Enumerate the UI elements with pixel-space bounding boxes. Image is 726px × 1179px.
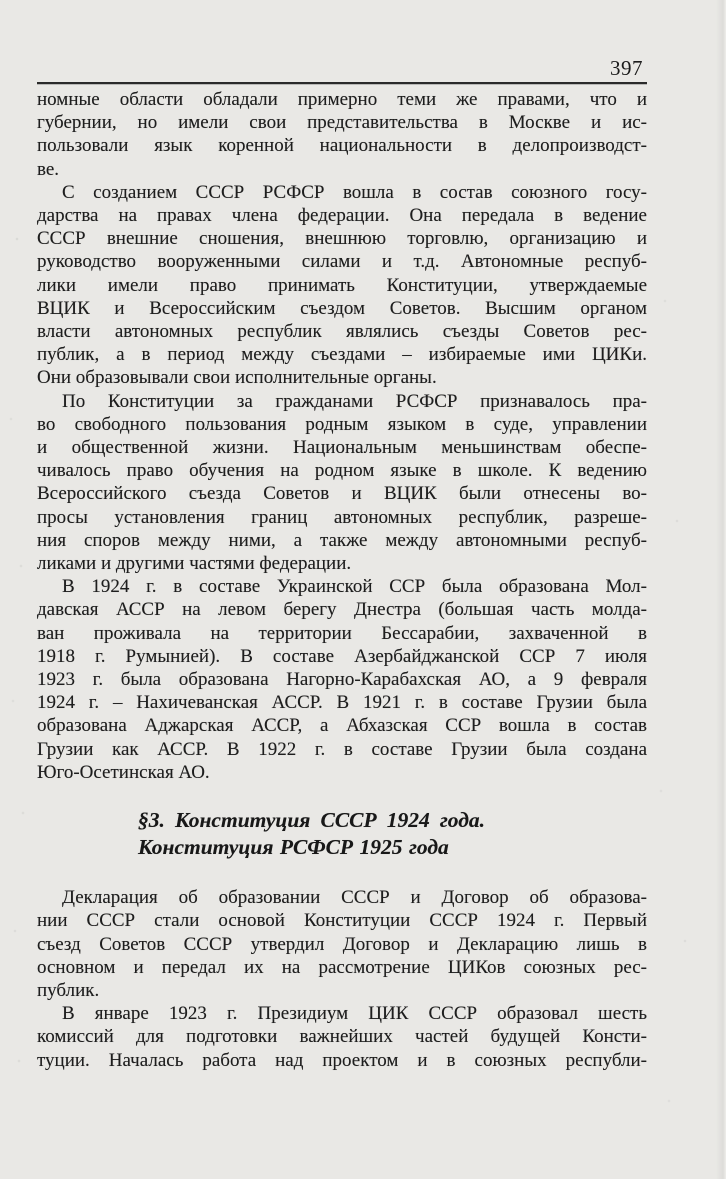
paragraph [37, 181, 647, 390]
text-line: пользовали язык коренной национальности в делопроизводст- [37, 135, 647, 157]
paragraph [37, 575, 647, 784]
text-line: дарства на правах члена федерации. Она передала в ведение [37, 205, 647, 227]
text-line: Юго-Осетинская АО. [37, 761, 210, 783]
text-line: С созданием СССР РСФСР вошла в состав союзного госу- [62, 181, 647, 203]
text-line: образована Аджарская АССР, а Абхазская ССР вошла в состав [37, 715, 647, 737]
text-line: основном и передал их на рассмотрение ЦИКов союзных рес- [37, 956, 647, 978]
text-line: нии СССР стали основой Конституции СССР 1924 г. Первый [37, 910, 647, 932]
text-line: Декларация об образовании СССР и Договор об образова- [62, 887, 647, 909]
text-line: давская АССР на левом берегу Днестра (большая часть молда- [37, 599, 647, 621]
text-line: Они образовывали свои исполнительные органы. [37, 367, 437, 389]
text-line: публик, а в период между съездами – избираемые ими ЦИКи. [37, 344, 647, 366]
header-rule [37, 82, 647, 84]
text-line: 1924 г. – Нахичеванская АССР. В 1921 г. в составе Грузии была [37, 692, 647, 714]
text-line: во свободного пользования родным языком в суде, управлении [37, 413, 647, 435]
text-line: В 1924 г. в составе Украинской ССР была образована Мол- [62, 576, 647, 598]
scan-artifacts [0, 0, 2, 2]
text-line: ния споров между ними, а также между автономными респуб- [37, 529, 647, 551]
text-line: власти автономных республик являлись съезды Советов рес- [37, 321, 647, 343]
text-line: публик. [37, 979, 100, 1001]
text-line: номные области обладали примерно теми же правами, что и [37, 89, 647, 110]
paragraph [37, 1002, 647, 1072]
text-line: комиссий для подготовки важнейших частей будущей Консти- [37, 1026, 647, 1048]
text-line: и общественной жизни. Национальным меньшинствам обеспе- [37, 437, 647, 459]
page-number: 397 [610, 56, 643, 80]
text-column [37, 56, 647, 1072]
text-line: По Конституции за гражданами РСФСР признавалось пра- [62, 390, 647, 412]
text-line: Грузии как АССР. В 1922 г. в составе Грузии была создана [37, 738, 647, 760]
section-heading [138, 807, 647, 861]
text-line: ликами и другими частями федерации. [37, 553, 352, 575]
heading-line: Конституция РСФСР 1925 года [138, 835, 449, 860]
paragraph [37, 390, 647, 576]
text-line: туции. Началась работа над проектом и в союзных республи- [37, 1049, 647, 1071]
page-text [37, 88, 647, 1072]
paragraph [37, 88, 647, 181]
text-line: СССР внешние сношения, внешнюю торговлю, организацию и [37, 228, 647, 250]
text-line: ве. [37, 158, 60, 180]
text-line: 1918 г. Румынией). В составе Азербайджанской ССР 7 июля [37, 645, 647, 667]
paragraph [37, 886, 647, 1002]
text-line: губернии, но имели свои представительства в Москве и ис- [37, 112, 647, 134]
heading-line: §3. Конституция СССР 1924 года. [138, 808, 486, 833]
text-line: Всероссийского съезда Советов и ВЦИК были отнесены во- [37, 483, 647, 505]
text-line: просы установления границ автономных республик, разреше- [37, 506, 647, 528]
text-line: ВЦИК и Всероссийским съездом Советов. Высшим органом [37, 297, 647, 319]
text-line: руководство вооруженными силами и т.д. Автономные респуб- [37, 251, 647, 273]
text-line: чивалось право обучения на родном языке в школе. К ведению [37, 460, 647, 482]
text-line: лики имели право принимать Конституции, утверждаемые [37, 274, 647, 296]
text-line: В январе 1923 г. Президиум ЦИК СССР образовал шесть [62, 1003, 647, 1025]
text-line: ван проживала на территории Бессарабии, захваченной в [37, 622, 647, 644]
text-line: 1923 г. была образована Нагорно-Карабахская АО, а 9 февраля [37, 669, 647, 691]
text-line: съезд Советов СССР утвердил Договор и Декларацию лишь в [37, 933, 647, 955]
